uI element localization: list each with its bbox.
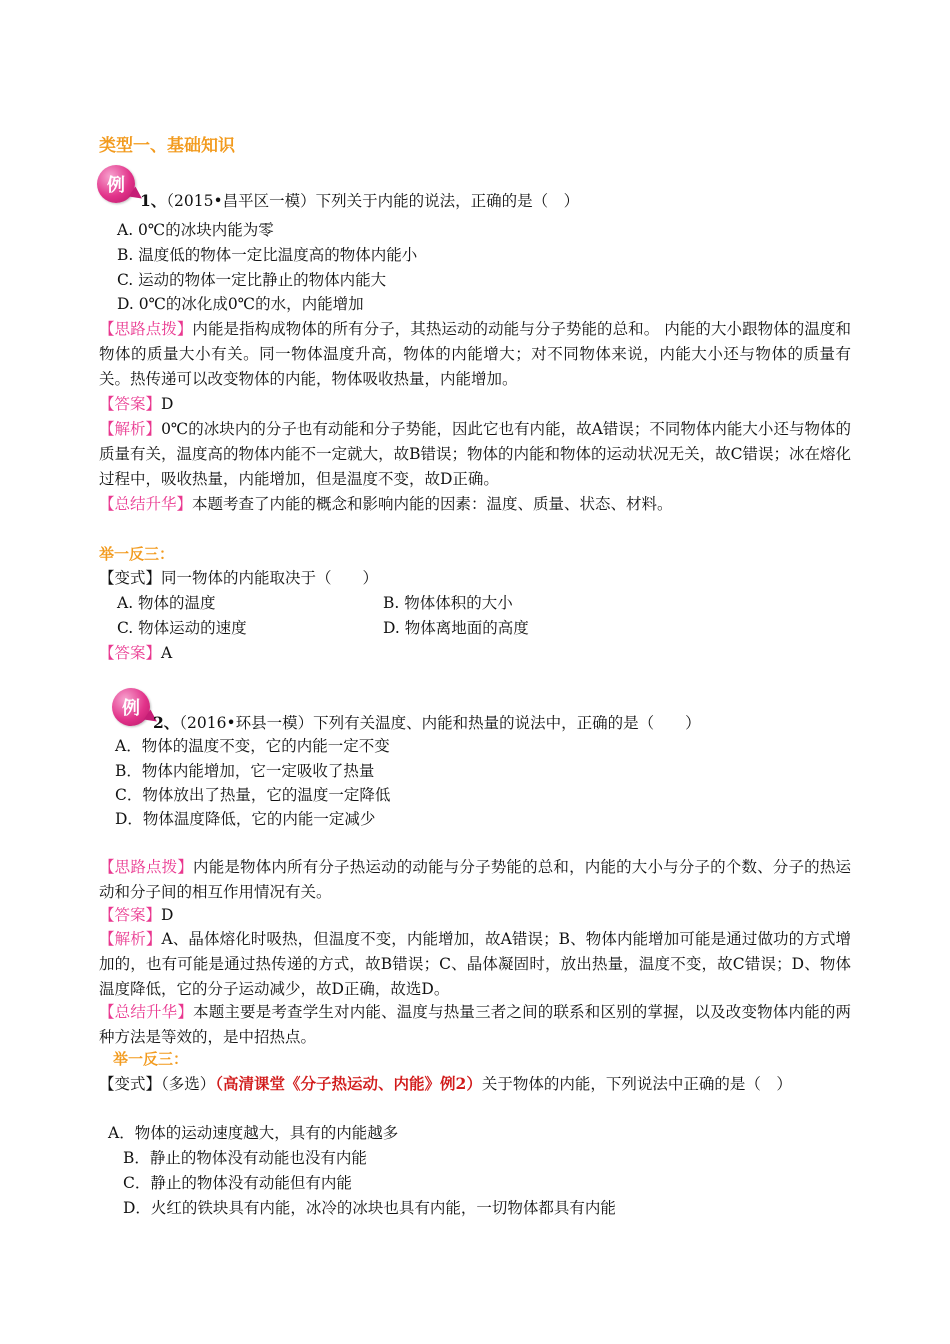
drill1-answer-tag: 【答案】 (99, 644, 162, 662)
ex1-answer-text: D (161, 395, 174, 413)
drill1-option-d: D. 物体离地面的高度 (383, 619, 529, 637)
badge-char: 例 (122, 698, 140, 719)
ex1-analysis-text: 0℃的冰块内的分子也有动能和分子势能，因此它也有内能，故A错误；不同物体内能大小还与物体的质量有关，温度高的物体内能不一定就大，故B错误；物体的内能和物体的运动状况无关，故C错误；冰在熔化过程中，吸收热量，内能增加，但是温度不变，故D正确。 (99, 420, 851, 488)
ex1-analysis (99, 417, 851, 492)
ex1-answer-tag: 【答案】 (99, 395, 162, 413)
drill2-option-a: A．物体的运动速度越大，具有的内能越多 (108, 1124, 399, 1142)
ex2-answer-tag: 【答案】 (99, 906, 162, 924)
ex2-analysis (99, 927, 851, 1002)
example-badge-icon (97, 165, 135, 203)
drill1-answer (99, 641, 172, 663)
ex1-number: 1、 (140, 191, 167, 210)
example-badge-icon (112, 688, 150, 726)
drill2-option-b: B．静止的物体没有动能也没有内能 (123, 1149, 367, 1167)
section-title: 类型一、基础知识 (99, 136, 235, 156)
ex1-summary-tag: 【总结升华】 (99, 495, 193, 513)
ex2-summary-tag: 【总结升华】 (99, 1003, 194, 1021)
ex1-hint-text: 内能是指构成物体的所有分子，其热运动的动能与分子势能的总和。 内能的大小跟物体的温度和物体的质量大小有关。同一物体温度升高，物体的内能增大；对不同物体来说，内能大小还与物体的质量有关。热传递可以改变物体的内能，物体吸收热量，内能增加。 (99, 320, 851, 388)
ex2-summary-text: 本题主要是考查学生对内能、温度与热量三者之间的联系和区别的掌握，以及改变物体内能的两种方法是等效的，是中招热点。 (99, 1003, 851, 1046)
badge-char: 例 (107, 175, 125, 196)
drill2-multi: （多选） (161, 1075, 216, 1093)
ex2-hint-text: 内能是物体内所有分子热运动的动能与分子势能的总和，内能的大小与分子的个数、分子的热运动和分子间的相互作用情况有关。 (99, 858, 851, 901)
ex1-option-b: B. 温度低的物体一定比温度高的物体内能小 (117, 246, 418, 264)
drill2-question (99, 1071, 851, 1097)
ex1-option-a: A. 0℃的冰块内能为零 (117, 221, 274, 239)
drill2-variant-tag: 【变式】 (99, 1075, 162, 1093)
ex2-analysis-tag: 【解析】 (99, 930, 162, 948)
ex1-analysis-tag: 【解析】 (99, 420, 162, 438)
drill1-variant-tag: 【变式】 (99, 569, 162, 587)
ex2-option-c: C．物体放出了热量，它的温度一定降低 (115, 786, 391, 804)
drill1-option-b: B. 物体体积的大小 (383, 594, 513, 612)
ex2-answer (99, 903, 851, 928)
ex2-option-d: D．物体温度降低，它的内能一定减少 (115, 810, 376, 828)
ex1-summary (99, 492, 851, 517)
drill1-question (99, 566, 378, 588)
ex2-option-a: A．物体的温度不变，它的内能一定不变 (115, 737, 390, 755)
ex2-stem: （2016•环县一模）下列有关温度、内能和热量的说法中，正确的是（ ） (179, 714, 701, 732)
drill1-answer-text: A (161, 644, 173, 662)
ex2-hint (99, 855, 851, 905)
ex1-stem: （2015•昌平区一模）下列关于内能的说法，正确的是（ ） (166, 192, 580, 210)
drill1-heading: 举一反三： (99, 545, 175, 563)
ex2-hint-tag: 【思路点拨】 (99, 858, 194, 876)
ex2-question (153, 711, 701, 733)
ex2-number: 2、 (153, 713, 180, 732)
drill2-heading: 举一反三： (113, 1050, 189, 1068)
ex2-analysis-text: A、晶体熔化时吸热，但温度不变，内能增加，故A错误；B、物体内能增加可能是通过做功的方式增加的，也有可能是通过热传递的方式，故B错误；C、晶体凝固时，放出热量，温度不变，故C错误；D、物体温度降低，它的分子运动减少，故D正确，故选D。 (99, 930, 851, 998)
drill2-option-d: D．火红的铁块具有内能，冰冷的冰块也具有内能，一切物体都具有内能 (123, 1199, 616, 1217)
ex1-question (140, 189, 579, 211)
drill1-stem: 同一物体的内能取决于（ ） (161, 569, 379, 587)
ex1-hint-tag: 【思路点拨】 (99, 320, 193, 338)
ex1-hint (99, 317, 851, 392)
drill1-option-a: A. 物体的温度 (117, 594, 216, 612)
drill2-stem: 关于物体的内能，下列说法中正确的是（ ） (481, 1075, 792, 1093)
ex1-option-d: D. 0℃的冰化成0℃的水，内能增加 (117, 295, 364, 313)
ex1-summary-text: 本题考查了内能的概念和影响内能的因素：温度、质量、状态、材料。 (192, 495, 673, 513)
ex1-answer (99, 392, 851, 417)
ex2-option-b: B．物体内能增加，它一定吸收了热量 (115, 762, 375, 780)
drill2-source: （高清课堂《分子热运动、内能》例2） (215, 1074, 482, 1093)
drill1-option-c: C. 物体运动的速度 (117, 619, 247, 637)
ex2-answer-text: D (161, 906, 174, 924)
ex1-option-c: C. 运动的物体一定比静止的物体内能大 (117, 271, 387, 289)
drill2-option-c: C．静止的物体没有动能但有内能 (123, 1174, 352, 1192)
ex2-summary (99, 1000, 851, 1050)
